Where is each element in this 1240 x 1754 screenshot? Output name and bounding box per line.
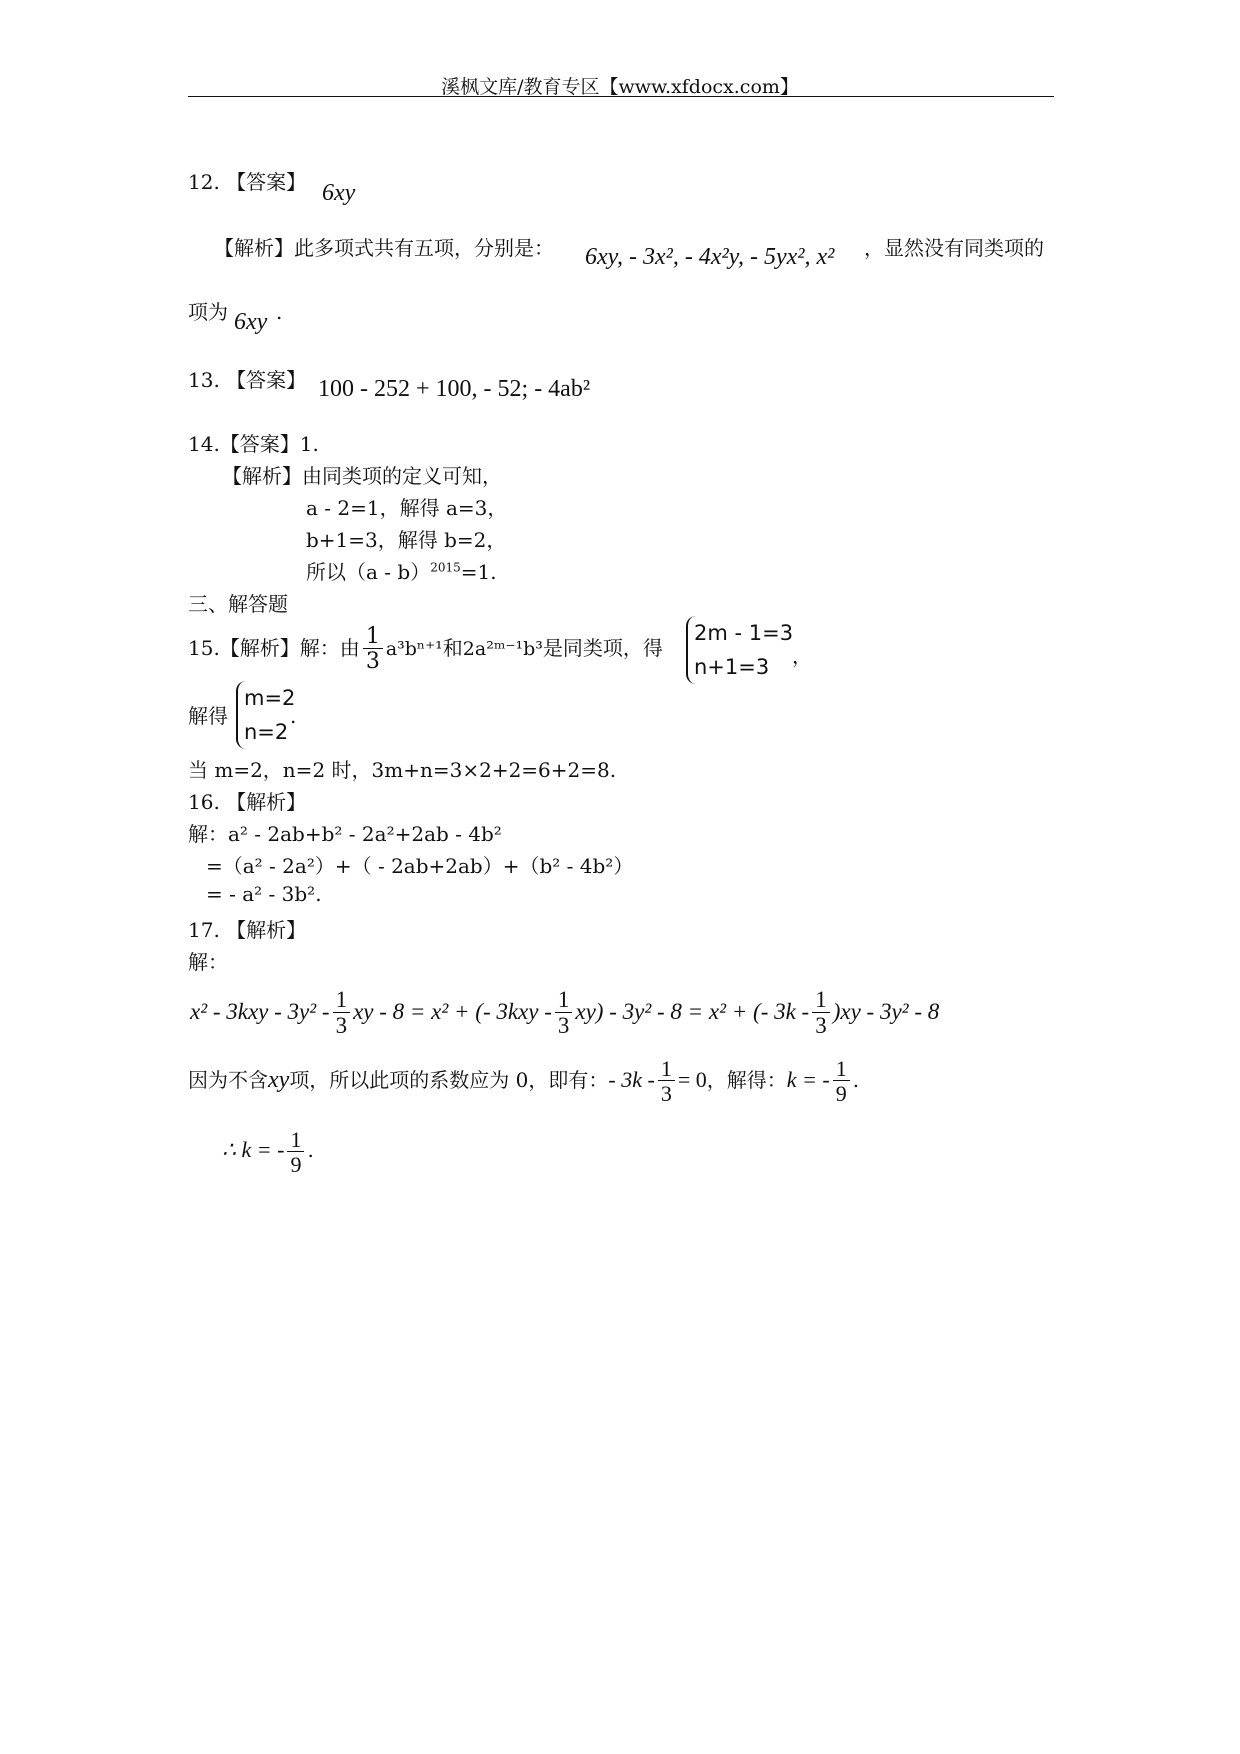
q17-equation bbox=[190, 980, 939, 1044]
q12-label: 12. 【答案】 bbox=[188, 170, 307, 194]
q17-eq-frac2-den: 3 bbox=[557, 1013, 570, 1039]
q17-coef-left: - 3k - bbox=[608, 1067, 655, 1092]
q12-line2-suffix: . bbox=[276, 300, 283, 324]
q15-comma: ， bbox=[792, 644, 812, 668]
q15-mono2: 2a²ᵐ⁻¹b³ bbox=[462, 638, 543, 660]
q15-line1 bbox=[188, 620, 663, 676]
q12-line2-answer: 6xy bbox=[234, 309, 268, 335]
q17-reason-line bbox=[188, 1048, 859, 1112]
q17-eq-frac1-num: 1 bbox=[333, 988, 351, 1013]
q17-result-period: . bbox=[852, 1068, 860, 1092]
q17-result-frac-den: 9 bbox=[835, 1080, 847, 1106]
q17-eq-mid2: xy) - 3y² - 8 = x² + (- 3k - bbox=[575, 999, 810, 1024]
q17-final-frac-den: 9 bbox=[290, 1151, 302, 1177]
header-rule bbox=[188, 96, 1054, 97]
q15-solve-prefix: 解得 bbox=[188, 704, 228, 728]
q17-final-period: . bbox=[307, 1138, 314, 1162]
q12-analysis-prefix: 【解析】此多项式共有五项，分别是： bbox=[214, 236, 554, 260]
q14-step3-exponent: 2015 bbox=[430, 560, 461, 575]
q16-label: 16. 【解析】 bbox=[188, 790, 307, 814]
q14-step2: b+1=3，解得 b=2， bbox=[306, 528, 507, 552]
q17-solve: 解： bbox=[188, 950, 228, 974]
q12-analysis-suffix: ，显然没有同类项的 bbox=[864, 236, 1044, 260]
q15-sys1-line2: n+1=3 bbox=[694, 655, 770, 679]
q16-line2: =（a² - 2a²）+（ - 2ab+2ab）+（b² - 4b²） bbox=[206, 854, 634, 878]
q12-terms: 6xy, - 3x², - 4x²y, - 5yx², x² bbox=[585, 244, 835, 270]
q17-result-prefix: ，解得： bbox=[706, 1068, 787, 1092]
q12-answer: 6xy bbox=[322, 180, 356, 206]
q15-period: . bbox=[290, 704, 297, 728]
q15-conclusion: 当 m=2，n=2 时，3m+n=3×2+2=6+2=8. bbox=[188, 758, 617, 782]
q17-result-frac-num: 1 bbox=[833, 1057, 850, 1081]
q14-label: 14.【答案】1. bbox=[188, 432, 319, 456]
q16-line3: = - a² - 3b². bbox=[206, 882, 322, 906]
q17-eq-frac3-den: 3 bbox=[815, 1013, 827, 1039]
q17-result-frac bbox=[833, 1057, 850, 1106]
q13-label: 13. 【答案】 bbox=[188, 368, 307, 392]
section-title: 三、解答题 bbox=[188, 592, 288, 616]
q14-step3-prefix: 所以（a - b） bbox=[306, 560, 431, 584]
q13-answer: 100 - 252 + 100, - 52; - 4ab² bbox=[318, 376, 591, 402]
q14-step3-suffix: =1. bbox=[460, 560, 497, 584]
q15-frac-den: 3 bbox=[365, 648, 380, 674]
q17-eq-mid1: xy - 8 = x² + (- 3kxy - bbox=[353, 999, 552, 1024]
q15-sys2-line2: n=2 bbox=[244, 720, 289, 744]
q17-eq-frac3 bbox=[812, 988, 830, 1040]
q17-reason-prefix: 因为不含 bbox=[188, 1068, 268, 1092]
q17-coef-frac-num: 1 bbox=[658, 1057, 675, 1081]
q17-coef-frac bbox=[658, 1057, 675, 1106]
q15-system-2 bbox=[236, 681, 295, 749]
q14-step3 bbox=[306, 556, 497, 585]
q17-eq-frac2 bbox=[555, 988, 573, 1040]
q17-eq-frac3-num: 1 bbox=[812, 988, 830, 1013]
q15-middle: 是同类项，得 bbox=[542, 636, 663, 660]
q15-fraction bbox=[363, 625, 383, 674]
q17-eq-left: x² - 3kxy - 3y² - bbox=[190, 999, 330, 1024]
q12-line2-prefix: 项为 bbox=[188, 300, 228, 324]
q17-eq-frac2-num: 1 bbox=[555, 988, 573, 1013]
q14-analysis: 【解析】由同类项的定义可知， bbox=[222, 464, 502, 488]
page-header: 溪枫文库/教育专区【www.xfdocx.com】 bbox=[441, 76, 799, 98]
q17-reason-mid: 项，所以此项的系数应为 0，即有： bbox=[289, 1068, 609, 1092]
q17-eq-right: )xy - 3y² - 8 bbox=[832, 999, 940, 1024]
q15-frac-num: 1 bbox=[363, 625, 383, 649]
q16-line1: 解：a² - 2ab+b² - 2a²+2ab - 4b² bbox=[188, 822, 502, 846]
q15-prefix: 15.【解析】解：由 bbox=[188, 636, 360, 660]
q15-and: 和 bbox=[442, 636, 463, 660]
q15-mono1: a³bⁿ⁺¹ bbox=[385, 638, 443, 660]
q15-system-1 bbox=[686, 616, 793, 684]
q17-final-line bbox=[222, 1118, 314, 1182]
q17-reason-var: xy bbox=[268, 1067, 290, 1093]
q17-eq-frac1 bbox=[333, 988, 351, 1040]
q17-label: 17. 【解析】 bbox=[188, 918, 307, 942]
q17-therefore: ∴ k = - bbox=[222, 1137, 285, 1162]
q17-coef-right: = 0 bbox=[677, 1067, 707, 1092]
q17-coef-frac-den: 3 bbox=[660, 1080, 672, 1106]
q17-final-frac bbox=[287, 1128, 304, 1177]
q17-eq-frac1-den: 3 bbox=[335, 1013, 348, 1039]
q17-result-left: k = - bbox=[786, 1067, 830, 1092]
q17-final-frac-num: 1 bbox=[287, 1128, 304, 1152]
q14-step1: a - 2=1，解得 a=3， bbox=[306, 496, 508, 520]
q15-sys2-line1: m=2 bbox=[244, 686, 296, 710]
q15-sys1-line1: 2m - 1=3 bbox=[694, 621, 794, 645]
